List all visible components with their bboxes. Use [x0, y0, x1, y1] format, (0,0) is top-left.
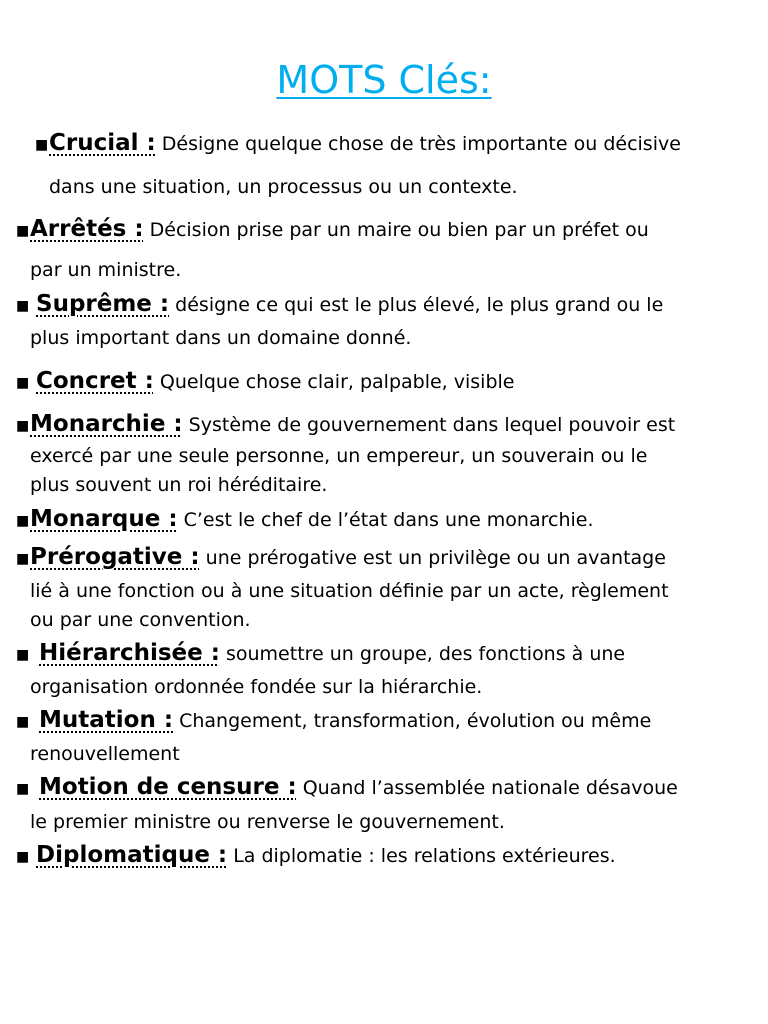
keyword-definition: soumettre un groupe, des fonctions à une — [225, 643, 626, 665]
square-bullet-icon: ■ — [16, 849, 30, 865]
square-bullet-icon: ■ — [16, 714, 30, 730]
keyword-definition: Désigne quelque chose de très importante ou décisive — [161, 133, 681, 155]
square-bullet-icon: ■ — [16, 375, 30, 391]
keyword-term: Motion de censure : — [39, 774, 297, 800]
square-bullet-icon: ■ — [16, 298, 30, 314]
keyword-continuation: ou par une convention. — [30, 609, 251, 631]
keyword-continuation: exercé par une seule personne, un empereur, un souverain ou le — [30, 445, 648, 467]
square-bullet-icon: ■ — [16, 781, 30, 797]
keyword-term: Suprême : — [36, 291, 170, 317]
keyword-definition: Quelque chose clair, palpable, visible — [159, 371, 515, 393]
keyword-entry-motion-de-censure — [39, 772, 751, 803]
keyword-entry-supreme — [36, 289, 751, 320]
keyword-term: Prérogative : — [30, 544, 200, 570]
keyword-entry-mutation — [39, 705, 751, 736]
keyword-term: Monarchie : — [30, 411, 183, 437]
keyword-definition: La diplomatie : les relations extérieures. — [233, 845, 616, 867]
keyword-entry-monarchie — [30, 409, 750, 440]
keyword-definition: Système de gouvernement dans lequel pouvoir est — [188, 414, 676, 436]
keyword-entry-arretes — [30, 214, 750, 245]
keyword-term: Concret : — [36, 368, 154, 394]
keyword-term: Monarque : — [30, 506, 178, 532]
keyword-definition: une prérogative est un privilège ou un avantage — [205, 547, 666, 569]
keyword-entry-hierarchisee — [39, 638, 751, 669]
keyword-continuation: le premier ministre ou renverse le gouvernement. — [30, 811, 505, 833]
keyword-term: Arrêtés : — [30, 216, 144, 242]
square-bullet-icon: ■ — [16, 223, 30, 239]
keyword-definition: Décision prise par un maire ou bien par un préfet ou — [149, 219, 649, 241]
keyword-definition: Quand l’assemblée nationale désavoue — [302, 777, 678, 799]
keyword-term: Mutation : — [39, 707, 174, 733]
keyword-term: Crucial : — [49, 130, 156, 156]
square-bullet-icon: ■ — [16, 418, 30, 434]
keyword-continuation: plus important dans un domaine donné. — [30, 327, 412, 349]
keyword-continuation: plus souvent un roi héréditaire. — [30, 474, 328, 496]
square-bullet-icon: ■ — [16, 513, 30, 529]
keyword-continuation: par un ministre. — [30, 259, 182, 281]
keyword-continuation: dans une situation, un processus ou un contexte. — [49, 176, 518, 198]
keyword-term: Diplomatique : — [36, 842, 228, 868]
page-title: MOTS Clés: — [276, 58, 492, 102]
keyword-definition: désigne ce qui est le plus élevé, le plus grand ou le — [175, 294, 664, 316]
keyword-continuation: renouvellement — [30, 743, 180, 765]
keyword-entry-prerogative — [30, 542, 750, 573]
square-bullet-icon: ■ — [16, 551, 30, 567]
keyword-entry-monarque — [30, 504, 750, 535]
keyword-continuation: organisation ordonnée fondée sur la hiérarchie. — [30, 676, 483, 698]
keyword-definition: C’est le chef de l’état dans une monarchie. — [183, 509, 594, 531]
square-bullet-icon: ■ — [16, 647, 30, 663]
keyword-term: Hiérarchisée : — [39, 640, 220, 666]
keyword-entry-diplomatique — [36, 840, 751, 871]
square-bullet-icon: ■ — [35, 137, 49, 153]
keyword-entry-concret — [36, 366, 751, 397]
keyword-entry-crucial — [49, 128, 749, 159]
keyword-continuation: lié à une fonction ou à une situation définie par un acte, règlement — [30, 580, 669, 602]
keyword-definition: Changement, transformation, évolution ou même — [179, 710, 652, 732]
